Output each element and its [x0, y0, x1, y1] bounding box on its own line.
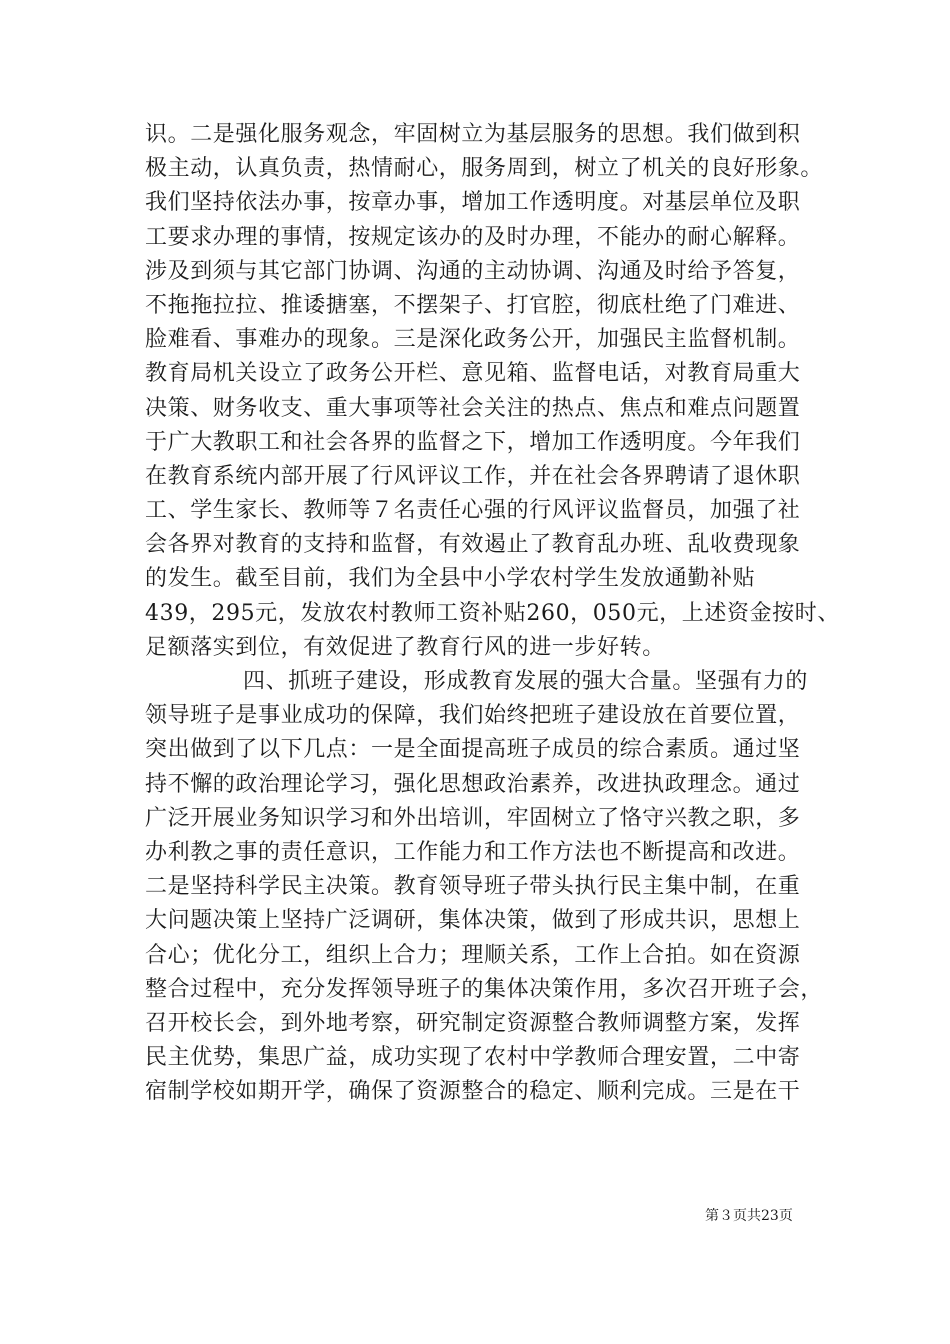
text-line: 办利教之事的责任意识，工作能力和工作方法也不断提高和改进。	[145, 839, 801, 865]
text-line: 决策、财务收支、重大事项等社会关注的热点、焦点和难点问题置	[145, 395, 801, 421]
text-line: 合心；优化分工，组织上合力；理顺关系，工作上合拍。如在资源	[145, 942, 801, 968]
text-line: 宿制学校如期开学，确保了资源整合的稳定、顺利完成。三是在干	[145, 1079, 801, 1105]
text-line: 广泛开展业务知识学习和外出培训，牢固树立了恪守兴教之职，多	[145, 805, 801, 831]
page-number-footer: 第３页共23页	[705, 1208, 793, 1224]
text-line: 在教育系统内部开展了行风评议工作，并在社会各界聘请了退休职	[145, 463, 801, 489]
text-line: 民主优势，集思广益，成功实现了农村中学教师合理安置，二中寄	[145, 1045, 801, 1071]
text-line: 脸难看、事难办的现象。三是深化政务公开，加强民主监督机制。	[145, 327, 801, 353]
text-line: 召开校长会，到外地考察，研究制定资源整合教师调整方案，发挥	[145, 1010, 801, 1036]
text-line: 领导班子是事业成功的保障，我们始终把班子建设放在首要位置，	[145, 703, 801, 729]
text-line: 于广大教职工和社会各界的监督之下，增加工作透明度。今年我们	[145, 429, 801, 455]
text-line: 会各界对教育的支持和监督，有效遏止了教育乱办班、乱收费现象	[145, 532, 801, 558]
text-line: 足额落实到位，有效促进了教育行风的进一步好转。	[145, 634, 665, 660]
text-line: 持不懈的政治理论学习，强化思想政治素养，改进执政理念。通过	[145, 771, 801, 797]
text-line: 识。二是强化服务观念，牢固树立为基层服务的思想。我们做到积	[145, 122, 801, 147]
text-line: 不拖拖拉拉、推诿搪塞，不摆架子、打官腔，彻底杜绝了门难进、	[145, 292, 801, 318]
text-line: 工要求办理的事情，按规定该办的及时办理，不能办的耐心解释。	[145, 224, 801, 250]
text-line: 工、学生家长、教师等７名责任心强的行风评议监督员，加强了社	[145, 498, 801, 524]
text-line: 突出做到了以下几点：一是全面提高班子成员的综合素质。通过坚	[145, 737, 801, 763]
text-line: 大问题决策上坚持广泛调研，集体决策，做到了形成共识，思想上	[145, 908, 801, 934]
section-heading-line: 四、抓班子建设，形成教育发展的强大合量。坚强有力的	[243, 669, 809, 694]
text-line: 极主动，认真负责，热情耐心，服务周到，树立了机关的良好形象。	[145, 156, 824, 182]
text-line: 二是坚持科学民主决策。教育领导班子带头执行民主集中制，在重	[145, 874, 801, 900]
text-line: 涉及到须与其它部门协调、沟通的主动协调、沟通及时给予答复，	[145, 258, 801, 284]
text-line: 439，295元，发放农村教师工资补贴260，050元，上述资金按时、	[145, 600, 840, 626]
text-line: 整合过程中，充分发挥领导班子的集体决策作用，多次召开班子会，	[145, 976, 824, 1002]
body-text	[145, 118, 840, 1109]
text-line: 的发生。截至目前，我们为全县中小学农村学生发放通勤补贴	[145, 566, 756, 592]
text-line: 教育局机关设立了政务公开栏、意见箱、监督电话，对教育局重大	[145, 361, 801, 387]
text-line: 我们坚持依法办事，按章办事，增加工作透明度。对基层单位及职	[145, 190, 801, 216]
